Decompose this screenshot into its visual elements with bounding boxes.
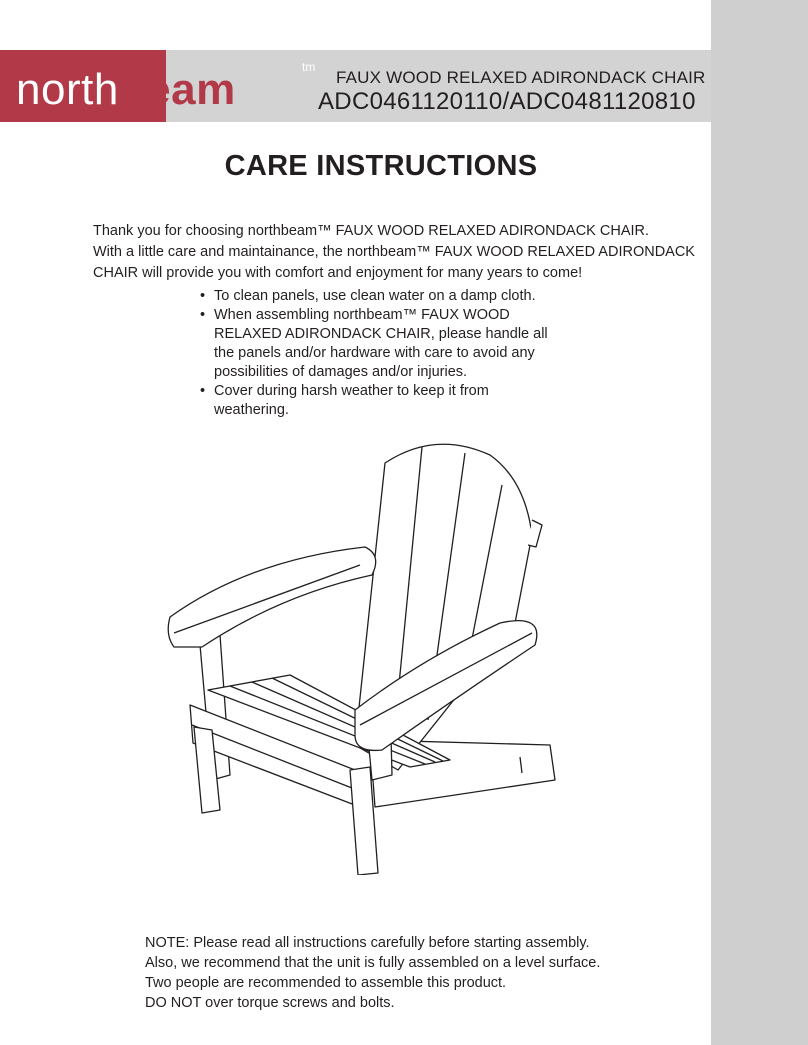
note-line: NOTE: Please read all instructions carefully before starting assembly. xyxy=(145,935,590,951)
brand-logo xyxy=(16,60,236,120)
assembly-note xyxy=(145,933,645,1013)
brand-light: north xyxy=(16,65,119,114)
product-title: FAUX WOOD RELAXED ADIRONDACK CHAIR xyxy=(336,68,706,87)
trademark-mark: tm xyxy=(302,60,316,74)
care-bullet-list xyxy=(198,287,558,420)
intro-paragraph xyxy=(93,221,703,284)
page-title: CARE INSTRUCTIONS xyxy=(224,150,538,182)
bullet-item: • To clean panels, use clean water on a damp cloth. xyxy=(198,287,558,306)
bullet-item: • Cover during harsh weather to keep it from weathering. xyxy=(198,382,558,420)
bullet-item: • When assembling northbeam™ FAUX WOOD RELAXED ADIRONDACK CHAIR, please handle all the panels and/or hardware with care to avoid any possibilities of damages and/or injuries. xyxy=(198,306,558,382)
intro-line: Thank you for choosing northbeam™ FAUX WOOD RELAXED ADIRONDACK CHAIR. xyxy=(93,223,650,239)
brand-bold: beam xyxy=(118,65,236,114)
chair-illustration xyxy=(160,435,560,875)
intro-line: CHAIR will provide you with comfort and enjoyment for many years to come! xyxy=(93,265,583,281)
note-line: Two people are recommended to assemble this product. xyxy=(145,975,507,991)
note-line: DO NOT over torque screws and bolts. xyxy=(145,995,395,1011)
model-numbers: ADC0461120110/ADC0481120810 xyxy=(318,88,696,115)
note-line: Also, we recommend that the unit is fully assembled on a level surface. xyxy=(145,955,601,971)
intro-line: With a little care and maintainance, the northbeam™ FAUX WOOD RELAXED ADIRONDACK xyxy=(93,244,695,260)
